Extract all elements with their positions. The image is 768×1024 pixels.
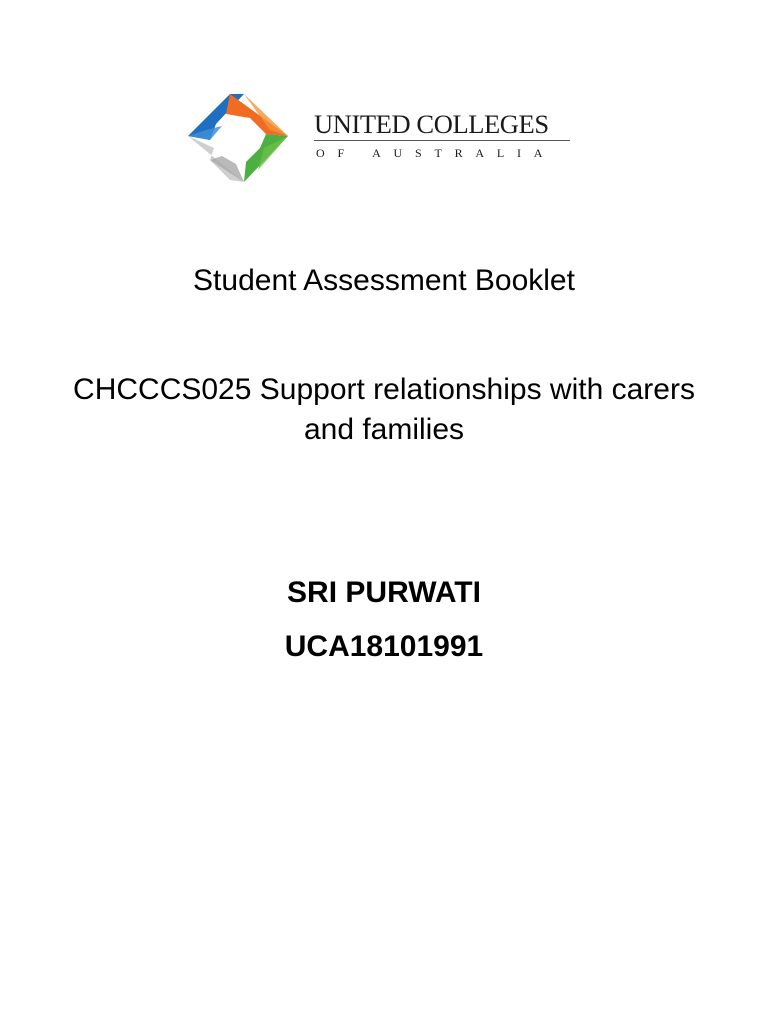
logo-name: UNITED COLLEGES: [314, 109, 549, 139]
college-diamond-logo-icon: [186, 90, 290, 184]
college-logo: [186, 90, 576, 185]
logo-subtitle: OF AUSTRALIA: [316, 146, 556, 160]
student-id: UCA18101991: [284, 630, 484, 663]
logo-divider: [314, 140, 570, 141]
student-name: SRI PURWATI: [287, 576, 481, 609]
document-title: Student Assessment Booklet: [193, 264, 575, 297]
unit-title: CHCCCS025 Support relationships with carers and families: [73, 373, 695, 446]
